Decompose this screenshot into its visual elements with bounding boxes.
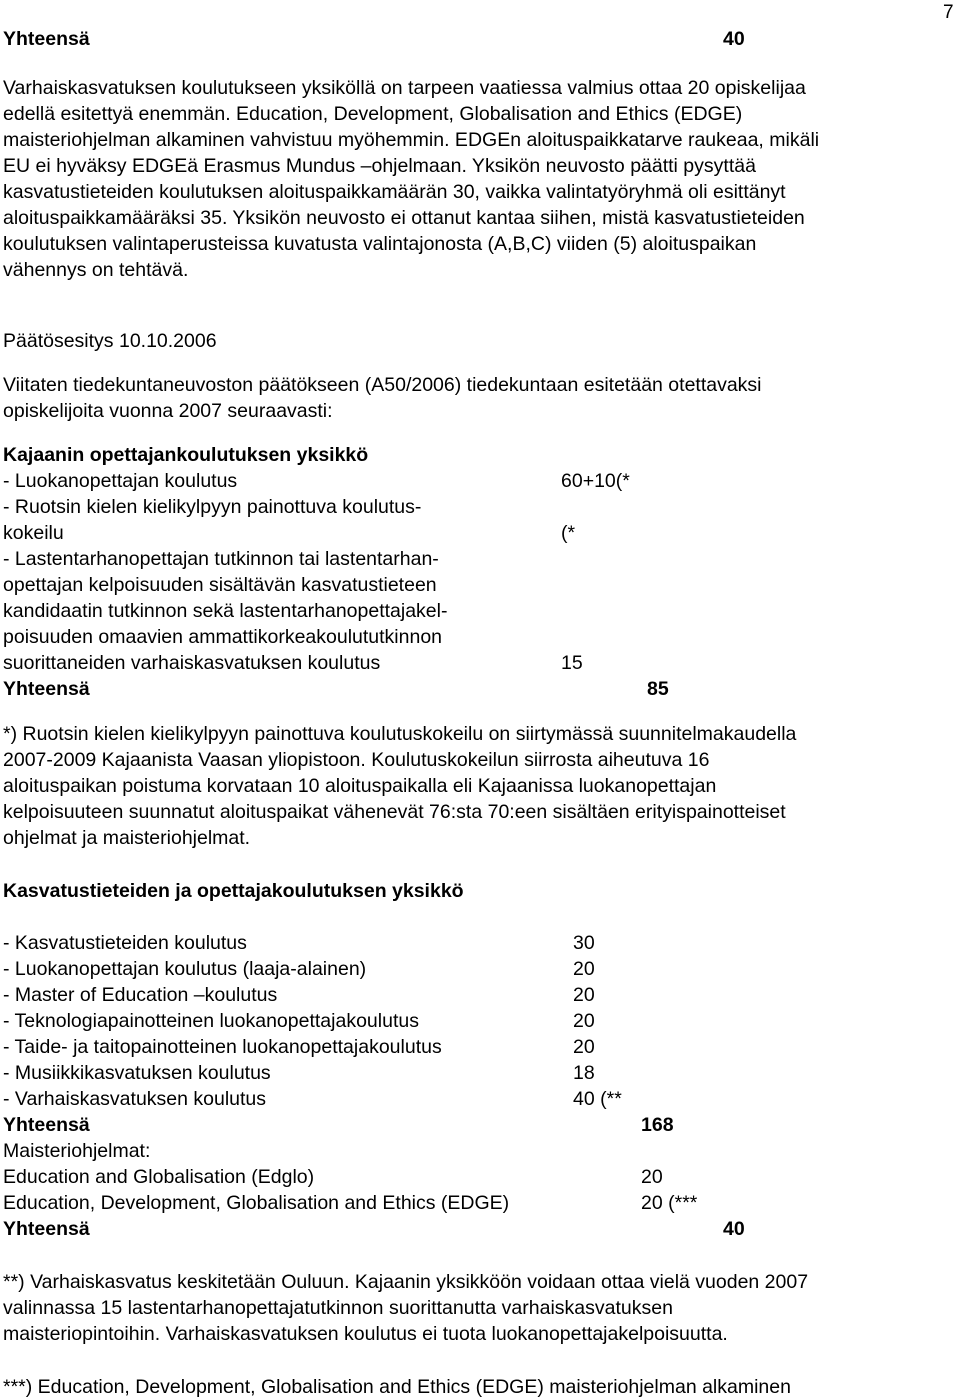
kajaani-note-line: ohjelmat ja maisteriohjelmat.	[3, 827, 251, 849]
kajaani-line-text: kokeilu	[3, 522, 64, 544]
oulu-line-text: - Master of Education –koulutus	[3, 984, 278, 1006]
kajaani-note-line: aloituspaikan poistuma korvataan 10 aloituspaikalla eli Kajaanissa luokanopettajan	[3, 775, 717, 797]
masters-total-value: 40	[723, 1218, 745, 1240]
kajaani-note-line: kelpoisuuteen suunnatut aloituspaikat vähenevät 76:sta 70:een sisältäen erityispainotteiset	[3, 801, 786, 823]
kajaani-line-text: poisuuden omaavien ammattikorkeakoulututkinnon	[3, 626, 443, 648]
kajaani-total-label: Yhteensä	[3, 678, 90, 700]
para1-line: kasvatustieteiden koulutuksen aloituspaikkamäärän 30, vaikka valintatyöryhmä oli esittänyt	[3, 181, 786, 203]
kajaani-note-line: 2007-2009 Kajaanista Vaasan yliopistoon. Koulutuskokeilun siirrosta aiheutuva 16	[3, 749, 710, 771]
para1-line: Varhaiskasvatuksen koulutukseen yksiköllä on tarpeen vaatiessa valmius ottaa 20 opiskelijaa	[3, 77, 806, 99]
note2-line: **) Varhaiskasvatus keskitetään Ouluun. Kajaanin yksikköön voidaan ottaa vielä vuoden 2007	[3, 1271, 809, 1293]
kajaani-line-text: - Luokanopettajan koulutus	[3, 470, 238, 492]
oulu-line-value: 30	[573, 932, 595, 954]
para1-line: edellä esitettyä enemmän. Education, Development, Globalisation and Ethics (EDGE)	[3, 103, 743, 125]
kajaani-line-text: - Ruotsin kielen kielikylpyyn painottuva koulutus-	[3, 496, 422, 518]
kajaani-line-text: suorittaneiden varhaiskasvatuksen koulutus	[3, 652, 381, 674]
masters-line-text: Education, Development, Globalisation and Ethics (EDGE)	[3, 1192, 510, 1214]
masters-line-value: 20 (***	[641, 1192, 698, 1214]
para1-line: koulutuksen valintaperusteissa kuvatusta valintajonosta (A,B,C) viiden (5) aloituspaikan	[3, 233, 757, 255]
note2-line: maisteriopintoihin. Varhaiskasvatuksen koulutus ei tuota luokanopettajakelpoisuutta.	[3, 1323, 728, 1345]
para1-line: EU ei hyväksy EDGEä Erasmus Mundus –ohjelmaan. Yksikön neuvosto päätti pysyttää	[3, 155, 756, 177]
kajaani-total-value: 85	[647, 678, 669, 700]
oulu-line-text: - Kasvatustieteiden koulutus	[3, 932, 247, 954]
kajaani-line-value: 60+10(*	[561, 470, 630, 492]
proposal-date: Päätösesitys 10.10.2006	[3, 330, 217, 352]
kajaani-line-text: opettajan kelpoisuuden sisältävän kasvatustieteen	[3, 574, 437, 596]
intro-line: opiskelijoita vuonna 2007 seuraavasti:	[3, 400, 333, 422]
oulu-line-value: 20	[573, 1010, 595, 1032]
oulu-total-value: 168	[641, 1114, 674, 1136]
oulu-line-text: - Varhaiskasvatuksen koulutus	[3, 1088, 267, 1110]
para1-line: vähennys on tehtävä.	[3, 259, 189, 281]
kajaani-line-text: - Lastentarhanopettajan tutkinnon tai lastentarhan-	[3, 548, 439, 570]
oulu-line-value: 18	[573, 1062, 595, 1084]
oulu-heading: Kasvatustieteiden ja opettajakoulutuksen yksikkö	[3, 880, 464, 902]
kajaani-line-value: 15	[561, 652, 583, 674]
kajaani-line-text: kandidaatin tutkinnon sekä lastentarhanopettajakel-	[3, 600, 448, 622]
note2-line: valinnassa 15 lastentarhanopettajatutkinnon suorittanutta varhaiskasvatuksen	[3, 1297, 673, 1319]
masters-total-label: Yhteensä	[3, 1218, 90, 1240]
kajaani-heading: Kajaanin opettajankoulutuksen yksikkö	[3, 444, 369, 466]
oulu-line-text: - Teknologiapainotteinen luokanopettajakoulutus	[3, 1010, 419, 1032]
oulu-line-text: - Luokanopettajan koulutus (laaja-alainen)	[3, 958, 367, 980]
page-number: 7	[943, 2, 954, 23]
oulu-line-value: 20	[573, 984, 595, 1006]
oulu-line-value: 40 (**	[573, 1088, 622, 1110]
intro-line: Viitaten tiedekuntaneuvoston päätökseen (A50/2006) tiedekuntaan esitetään otettavaksi	[3, 374, 762, 396]
oulu-total-label: Yhteensä	[3, 1114, 90, 1136]
oulu-line-value: 20	[573, 1036, 595, 1058]
oulu-line-value: 20	[573, 958, 595, 980]
para1-line: maisteriohjelman alkaminen vahvistuu myöhemmin. EDGEn aloituspaikkatarve raukeaa, mikäli	[3, 129, 820, 151]
kajaani-note-line: *) Ruotsin kielen kielikylpyyn painottuva koulutuskokeilu on siirtymässä suunnitelmakaudella	[3, 723, 797, 745]
masters-label: Maisteriohjelmat:	[3, 1140, 151, 1162]
note3-line: ***) Education, Development, Globalisation and Ethics (EDGE) maisteriohjelman alkaminen	[3, 1376, 791, 1398]
kajaani-line-value: (*	[561, 522, 576, 544]
para1-line: aloituspaikkamääräksi 35. Yksikön neuvosto ei ottanut kantaa siihen, mistä kasvatustieteiden	[3, 207, 805, 229]
masters-line-value: 20	[641, 1166, 663, 1188]
oulu-line-text: - Taide- ja taitopainotteinen luokanopettajakoulutus	[3, 1036, 442, 1058]
top-total-label: Yhteensä	[3, 28, 90, 50]
oulu-line-text: - Musiikkikasvatuksen koulutus	[3, 1062, 271, 1084]
masters-line-text: Education and Globalisation (Edglo)	[3, 1166, 315, 1188]
top-total-value: 40	[723, 28, 745, 50]
